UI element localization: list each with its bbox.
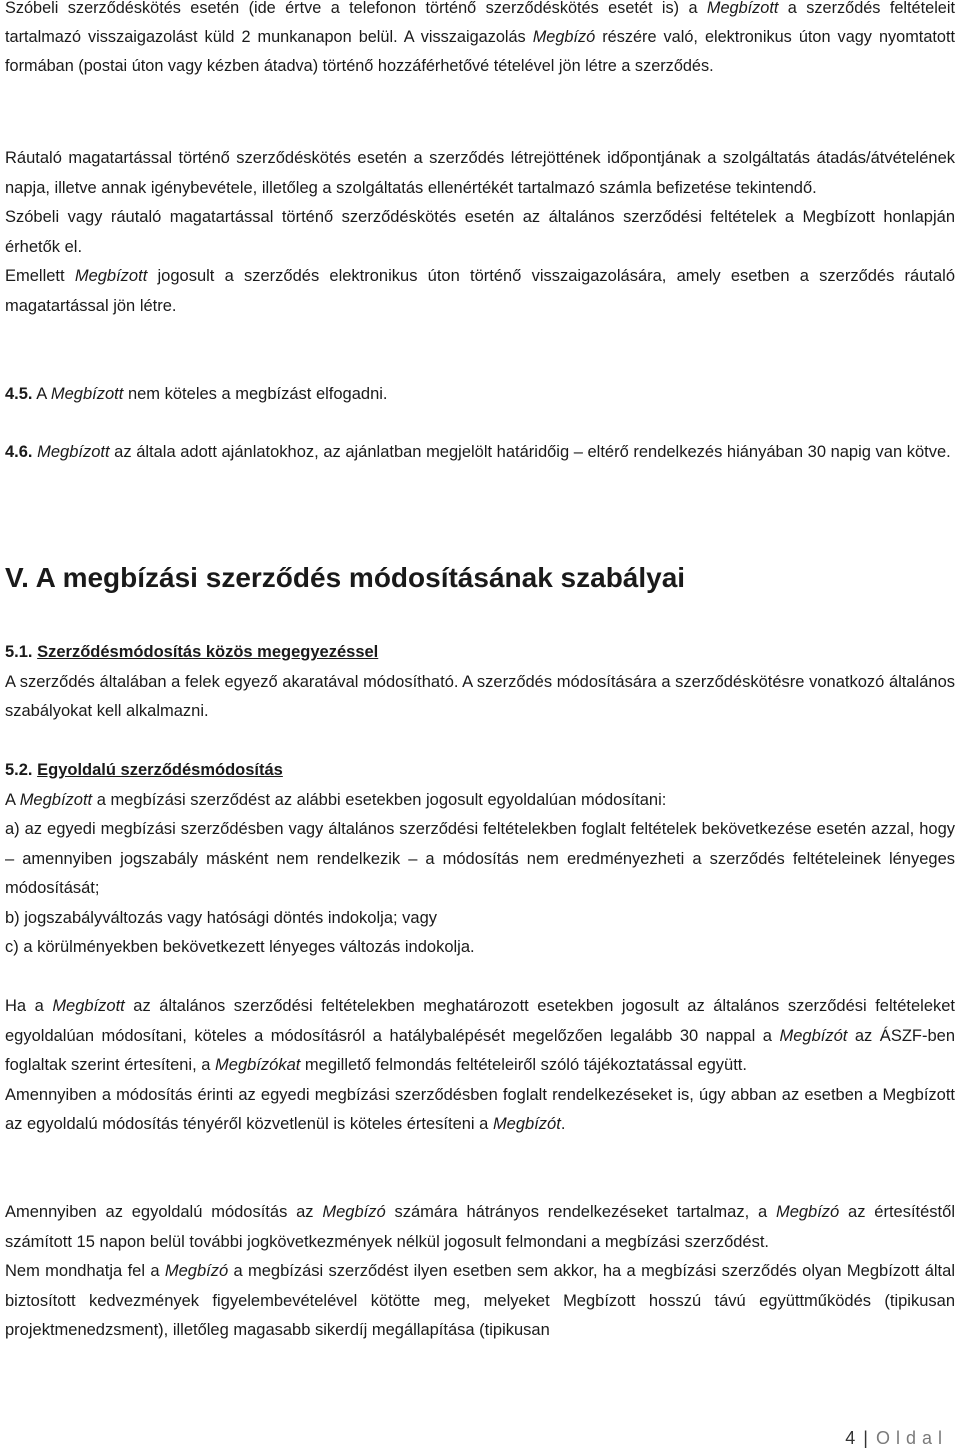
implied-conduct-section xyxy=(5,144,955,321)
footer-separator: | xyxy=(863,1428,868,1448)
section-number: 4.5. xyxy=(5,385,33,403)
section-number: 5.2. xyxy=(5,761,33,779)
section-lead: A Megbízott a megbízási szerződést az alábbi esetekben jogosult egyoldalúan módosítani: xyxy=(5,790,667,809)
list-item-b: b) jogszabályváltozás vagy hatósági döntés indokolja; vagy xyxy=(5,908,438,927)
oral-contract-paragraph: Szóbeli vagy ráutaló magatartással történő szerződéskötés esetén az általános szerződési feltételek a Megbízott honlapján érhetők el. xyxy=(5,208,955,256)
electronic-confirmation-paragraph: Emellett Megbízott jogosult a szerződés elektronikus úton történő visszaigazolására, amely esetben a szerződés ráutaló magatartással jön létre. xyxy=(5,267,956,315)
intro-paragraph: Szóbeli szerződéskötés esetén (ide értve a telefonon történő szerződéskötés esetét is) a Megbízott a szerződés feltételeit tartalmazó visszaigazolást küld 2 munkanapon belül. A visszaigazolás Megbízó részére való, elektronikus úton vagy nyomtatott formában (postai úton vagy kézben átadva) történő hozzáférhetővé tételével jön létre a szerződés. xyxy=(5,0,956,75)
section-title: Egyoldalú szerződésmódosítás xyxy=(37,761,283,779)
termination-paragraph: Amennyiben az egyoldalú módosítás az Megbízó számára hátrányos rendelkezéseket tartalmaz, a Megbízó az értesítéstől számított 15 napon belül további jogkövetkezmények nélkül jogosult felmondani a megbízási szerződést. xyxy=(5,1203,955,1251)
section-5-1 xyxy=(5,638,955,727)
page-number: 4 xyxy=(845,1428,856,1448)
section-title: Szerződésmódosítás közös megegyezéssel xyxy=(37,643,379,661)
page-label: Oldal xyxy=(875,1428,948,1448)
section-5-2-notice xyxy=(5,992,955,1140)
section-number: 4.6. xyxy=(5,443,33,461)
list-item-a: a) az egyedi megbízási szerződésben vagy általános szerződési feltételekben foglalt feltételek bekövetkezése esetén azzal, hogy – amennyiben jogszabály másként nem rendelkezik – a módosítás nem eredményezheti a szerződés feltételeinek lényeges módosítását; xyxy=(5,820,955,897)
notice-paragraph: Ha a Megbízott az általános szerződési feltételekben meghatározott esetekben jogosult az általános szerződési feltételeket egyoldalúan módosítani, köteles a módosításról a hatálybalépését megelőzően legalább 30 nappal a Megbízót az ÁSZF-ben foglaltak szerint értesíteni, a Megbízókat megillető felmondás feltételeiről szóló tájékoztatással együtt. xyxy=(5,997,956,1074)
page-footer xyxy=(845,1428,948,1449)
list-item-c: c) a körülményekben bekövetkezett lényeges változás indokolja. xyxy=(5,938,475,956)
section-5-2 xyxy=(5,756,955,963)
implied-conduct-paragraph: Ráutaló magatartással történő szerződéskötés esetén a szerződés létrejöttének időpontjának a szolgáltatás átadás/átvételének napja, illetve annak igénybevétele, illetőleg a szolgáltatás ellenértékét tartalmazó számla befizetése tekintendő. xyxy=(5,149,955,197)
section-text: A szerződés általában a felek egyező akaratával módosítható. A szerződés módosítására a szerződéskötésre vonatkozó általános szabályokat kell alkalmazni. xyxy=(5,672,955,720)
section-number: 5.1. xyxy=(5,643,33,661)
chapter-heading: V. A megbízási szerződés módosításának szabályai xyxy=(5,562,686,593)
section-4-5: 4.5. A Megbízott nem köteles a megbízást elfogadni. xyxy=(5,385,388,403)
no-termination-paragraph: Nem mondhatja fel a Megbízó a megbízási szerződést ilyen esetben sem akkor, ha a megbízási szerződés olyan Megbízott által biztosított kedvezmények figyelembevételével kötötte meg, melyeket Megbízott hosszú távú együttműködés (tipikusan projektmenedzsment), illetőleg magasabb sikerdíj megállapítása (tipikusan xyxy=(5,1262,955,1339)
section-4-6: 4.6. Megbízott az általa adott ajánlatokhoz, az ajánlatban megjelölt határidőig – eltérő rendelkezés hiányában 30 napig van kötve. xyxy=(5,443,951,461)
direct-notice-paragraph: Amennyiben a módosítás érinti az egyedi megbízási szerződésben foglalt rendelkezéseket is, úgy abban az esetben a Megbízott az egyoldalú módosítás tényéről közvetlenül is köteles értesíteni a Megbízót. xyxy=(5,1085,955,1133)
section-5-2-termination xyxy=(5,1198,955,1346)
